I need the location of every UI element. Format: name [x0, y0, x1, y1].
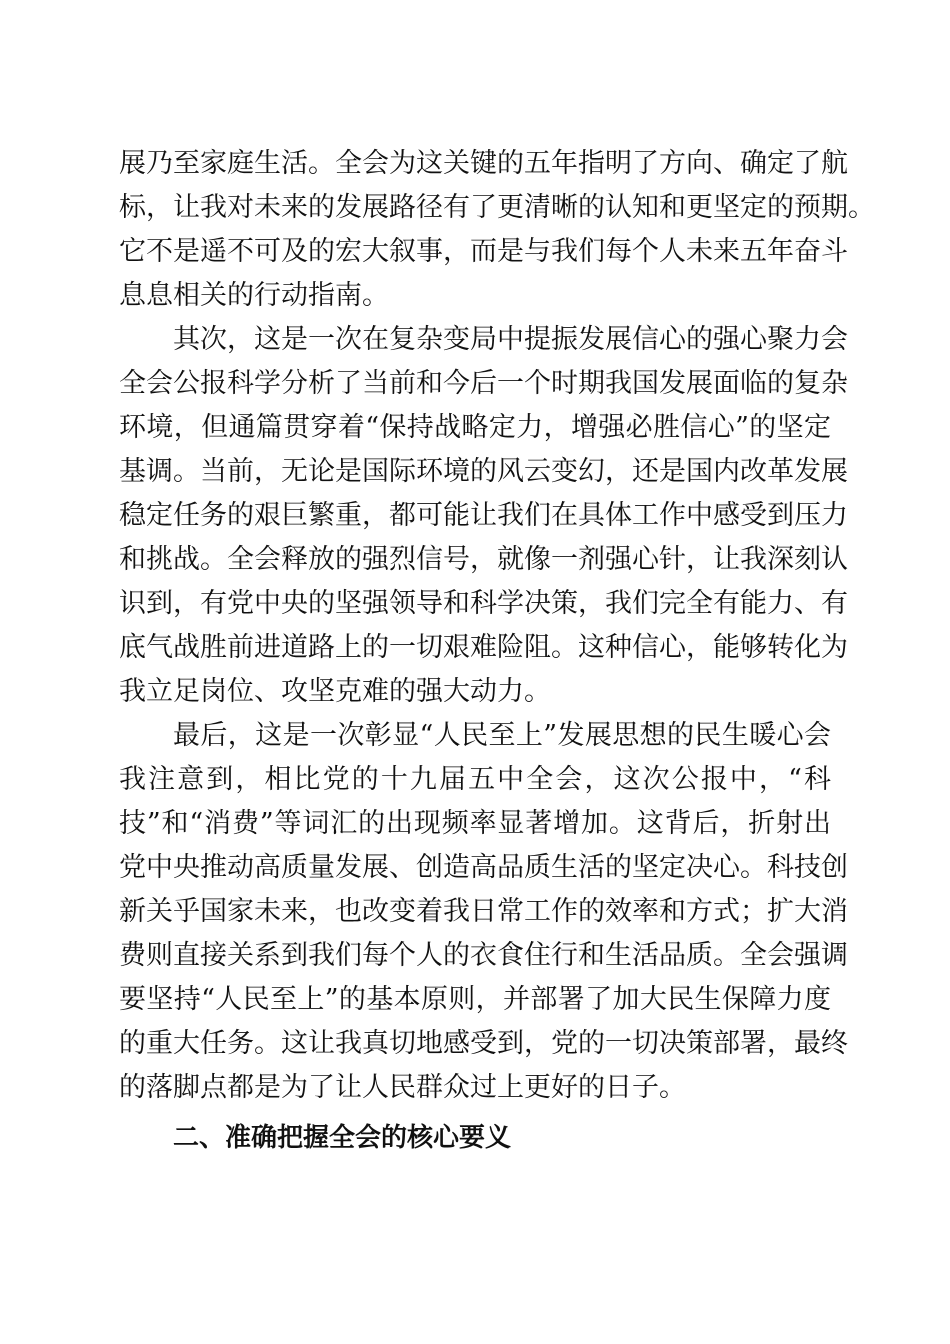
- paragraph-3-line-3: 技”和“消费”等词汇的出现频率显著增加。这背后，折射出: [119, 808, 831, 839]
- paragraph-2-line-4: 基调。当前，无论是国际环境的风云变幻，还是国内改革发展: [119, 456, 848, 487]
- paragraph-2-line-3: 环境，但通篇贯穿着“保持战略定力，增强必胜信心”的坚定: [119, 412, 831, 443]
- paragraph-2-line-6: 和挑战。全会释放的强烈信号，就像一剂强心针，让我深刻认: [119, 544, 848, 575]
- paragraph-1-line-1: 展乃至家庭生活。全会为这关键的五年指明了方向、确定了航: [119, 148, 848, 179]
- paragraph-3-line-4: 党中央推动高质量发展、创造高品质生活的坚定决心。科技创: [119, 852, 848, 883]
- paragraph-3-line-6: 费则直接关系到我们每个人的衣食住行和生活品质。全会强调: [119, 940, 848, 971]
- section-heading: 二、准确把握全会的核心要义: [173, 1123, 512, 1153]
- paragraph-1-line-2: 标，让我对未来的发展路径有了更清晰的认知和更坚定的预期。: [119, 192, 875, 223]
- paragraph-2-line-2: 全会公报科学分析了当前和今后一个时期我国发展面临的复杂: [119, 368, 848, 399]
- paragraph-2-line-8: 底气战胜前进道路上的一切艰难险阻。这种信心，能够转化为: [119, 632, 848, 663]
- paragraph-3-line-2: 我注意到，相比党的十九届五中全会，这次公报中，“科: [119, 764, 831, 795]
- paragraph-2-line-1: 其次，这是一次在复杂变局中提振发展信心的强心聚力会: [173, 324, 848, 355]
- body-text: [119, 142, 875, 1110]
- paragraph-3-line-1: 最后，这是一次彰显“人民至上”发展思想的民生暖心会: [173, 720, 831, 751]
- paragraph-1-line-3: 它不是遥不可及的宏大叙事，而是与我们每个人未来五年奋斗: [119, 236, 848, 267]
- paragraph-3-line-7: 要坚持“人民至上”的基本原则，并部署了加大民生保障力度: [119, 984, 831, 1015]
- paragraph-2-line-5: 稳定任务的艰巨繁重，都可能让我们在具体工作中感受到压力: [119, 500, 848, 531]
- paragraph-2-line-9: 我立足岗位、攻坚克难的强大动力。: [119, 676, 551, 707]
- paragraph-3-line-9: 的落脚点都是为了让人民群众过上更好的日子。: [119, 1072, 686, 1103]
- paragraph-2-line-7: 识到，有党中央的坚强领导和科学决策，我们完全有能力、有: [119, 588, 848, 619]
- paragraph-3-line-5: 新关乎国家未来，也改变着我日常工作的效率和方式；扩大消: [119, 896, 848, 927]
- paragraph-3-line-8: 的重大任务。这让我真切地感受到，党的一切决策部署，最终: [119, 1028, 848, 1059]
- paragraph-1-line-4: 息息相关的行动指南。: [119, 280, 389, 311]
